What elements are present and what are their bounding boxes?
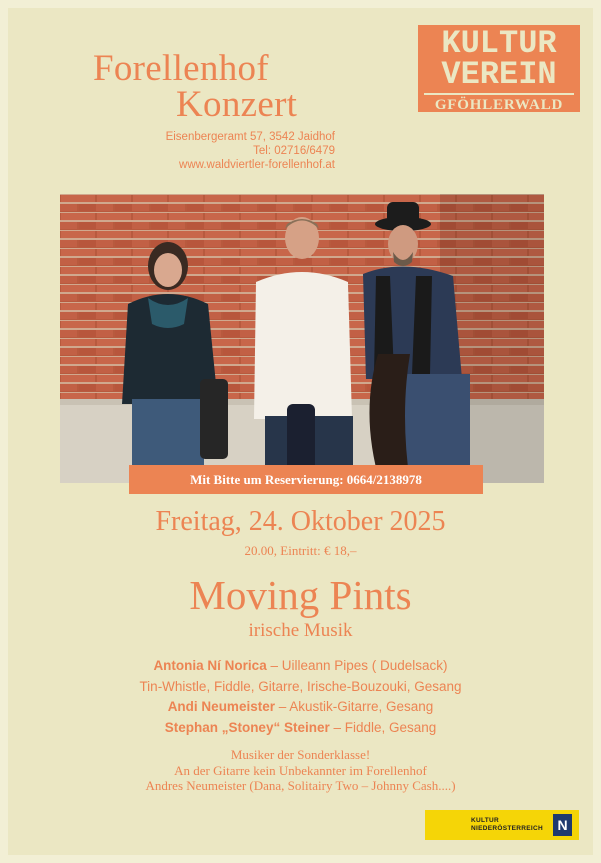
logo-line3: GFÖHLERWALD: [434, 97, 564, 113]
sponsor-line1: KULTUR: [471, 817, 500, 824]
footer-notes: [8, 747, 593, 794]
title-line1: Forellenhof: [93, 48, 269, 89]
venue-website[interactable]: www.waldviertler-forellenhof.at: [179, 159, 335, 171]
venue-info: [166, 130, 335, 172]
member-name: Stephan „Stoney“ Steiner: [164, 719, 330, 735]
title-line2: Konzert: [176, 84, 298, 125]
member-name: Antonia Ní Norica: [153, 658, 267, 673]
footer-line: Andres Neumeister (Dana, Solitairy Two – Johnny Cash....): [145, 778, 456, 793]
member-row: [8, 677, 593, 698]
band-photo-image: [60, 194, 544, 483]
member-role: – Fiddle, Gesang: [329, 719, 437, 735]
sponsor-line2: NIEDERÖSTERREICH: [471, 825, 543, 832]
logo-line2: VEREIN: [441, 56, 557, 93]
member-role: Tin-Whistle, Fiddle, Gitarre, Irische-Bouzouki, Gesang: [139, 678, 462, 694]
event-time-price: 20.00, Eintritt: € 18,–: [244, 543, 357, 558]
member-row: [8, 697, 593, 718]
event-date: Freitag, 24. Oktober 2025: [155, 506, 446, 537]
band-name: Moving Pints: [189, 572, 412, 618]
member-row: [8, 656, 593, 677]
sponsor-text: [471, 817, 543, 833]
member-row: [8, 718, 593, 739]
member-list: [8, 656, 593, 738]
band-photo: [60, 194, 544, 483]
sponsor-mark: N: [553, 814, 572, 836]
member-role: – Uilleann Pipes ( Dudelsack): [266, 658, 448, 673]
reservation-banner: Mit Bitte um Reservierung: 0664/2138978: [129, 465, 483, 494]
venue-phone: Tel: 02716/6479: [253, 145, 335, 157]
kulturverein-logo: [418, 25, 580, 112]
member-role: – Akustik-Gitarre, Gesang: [274, 699, 434, 714]
venue-address: Eisenbergeramt 57, 3542 Jaidhof: [165, 131, 335, 143]
footer-line: Musiker der Sonderklasse!: [230, 747, 371, 762]
kultur-niederoesterreich-logo: [425, 810, 579, 840]
footer-line: An der Gitarre kein Unbekannter im Forellenhof: [174, 762, 427, 778]
member-name: Andi Neumeister: [167, 699, 275, 714]
band-genre: irische Musik: [248, 620, 353, 641]
poster: [8, 8, 593, 855]
logo-line1: KULTUR: [441, 25, 557, 62]
logo-divider: [424, 93, 574, 95]
